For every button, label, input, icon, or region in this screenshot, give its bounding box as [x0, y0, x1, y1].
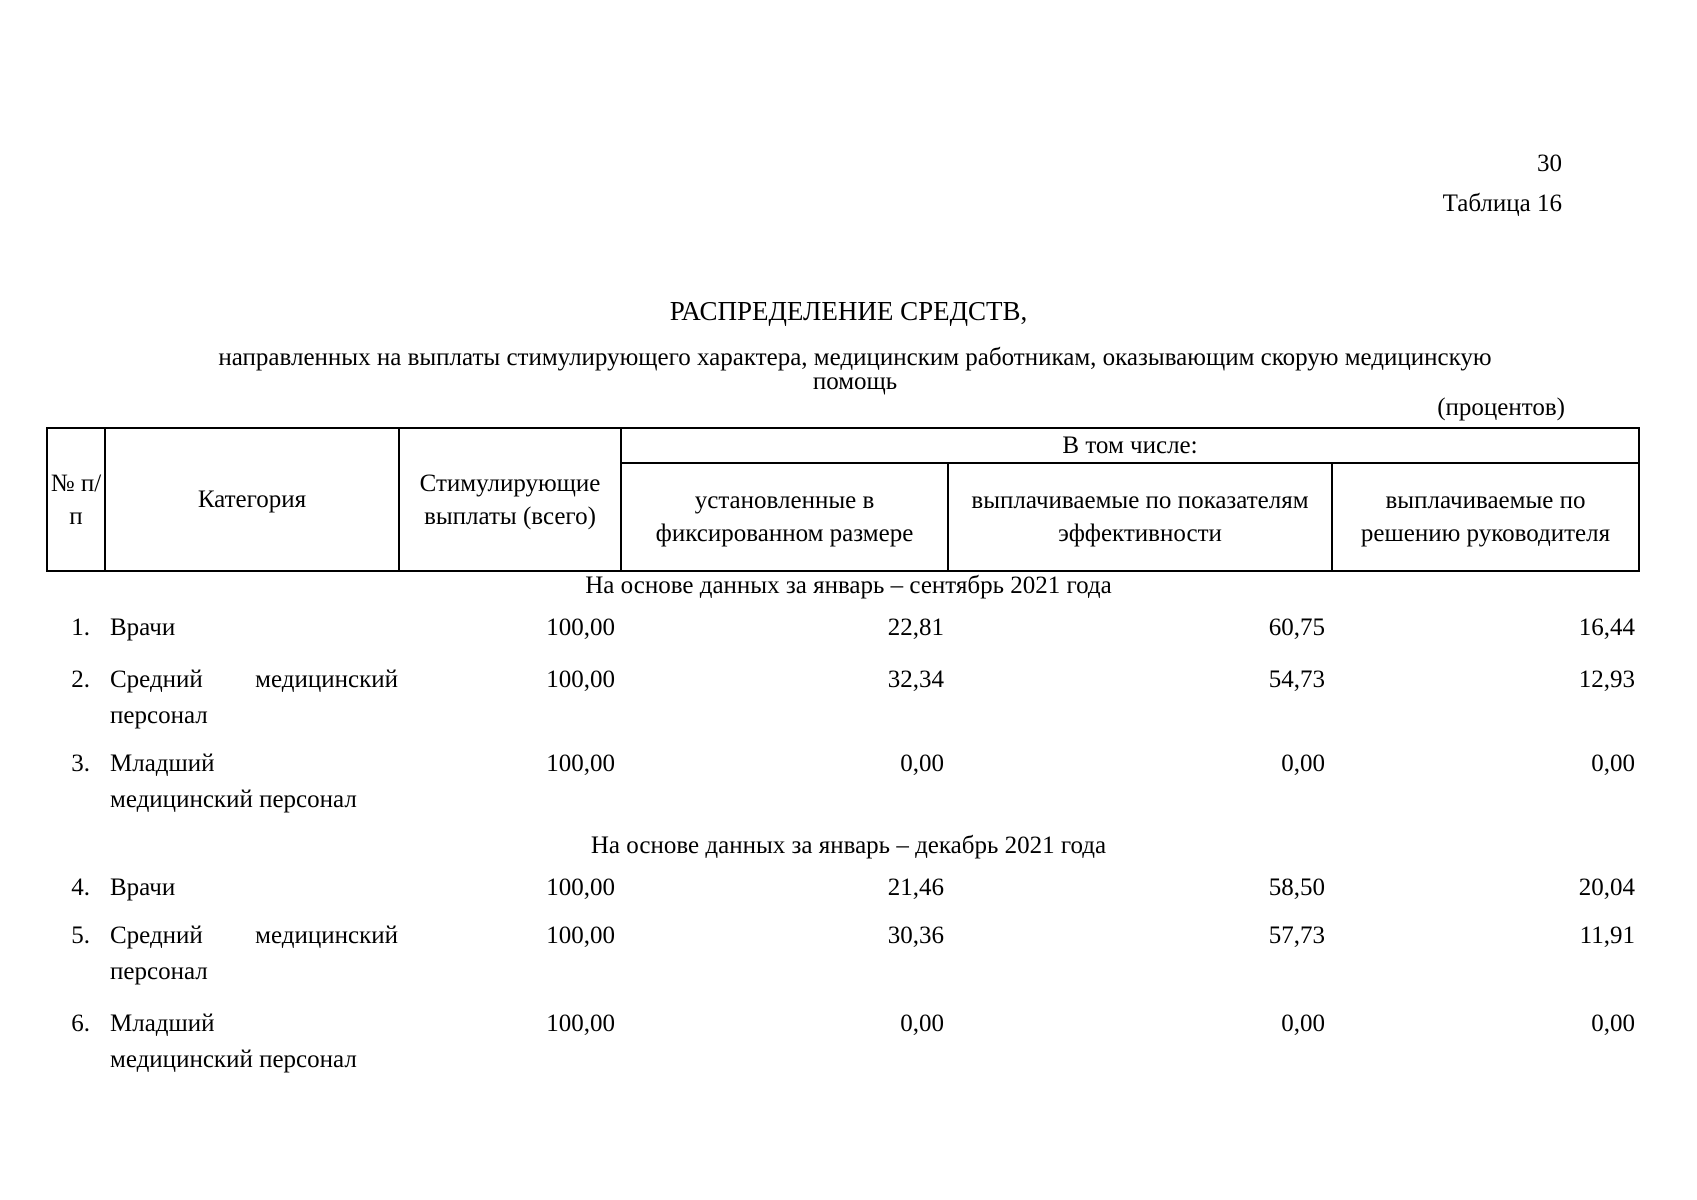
value-total: 100,00	[546, 1010, 615, 1037]
value-fixed: 0,00	[900, 1010, 944, 1037]
document-title: РАСПРЕДЕЛЕНИЕ СРЕДСТВ,	[669, 296, 1028, 326]
category-line: медицинский персонал	[110, 1046, 357, 1073]
category-line: Младший	[110, 750, 215, 777]
row-number: 1.	[71, 614, 90, 641]
document-subtitle: направленных на выплаты стимулирующего характера, медицинским работникам, оказывающим скорую медицинскую помощь	[218, 344, 1492, 395]
value-total: 100,00	[546, 922, 615, 949]
section-caption: На основе данных за январь – сентябрь 2021 года	[585, 572, 1112, 599]
category-line: персонал	[110, 702, 208, 729]
value-fixed: 32,34	[887, 666, 944, 693]
row-category	[110, 662, 398, 734]
value-performance: 0,00	[1281, 750, 1325, 777]
value-performance: 58,50	[1268, 874, 1325, 901]
category-line: Младший	[110, 1010, 215, 1037]
category-line: Врачи	[110, 614, 176, 641]
header-including: В том числе:	[621, 428, 1639, 463]
category-line: персонал	[110, 958, 208, 985]
value-fixed: 22,81	[887, 614, 944, 641]
header-manager: выплачиваемые по решению руководителя	[1332, 463, 1639, 571]
value-performance: 54,73	[1268, 666, 1325, 693]
value-total: 100,00	[546, 750, 615, 777]
row-category	[110, 918, 398, 990]
row-category	[110, 610, 398, 646]
value-fixed: 21,46	[887, 874, 944, 901]
value-performance: 57,73	[1268, 922, 1325, 949]
header-num: № п/п	[47, 428, 105, 571]
row-number: 3.	[71, 750, 90, 777]
header-category: Категория	[105, 428, 399, 571]
section-caption: На основе данных за январь – декабрь 2021 года	[590, 832, 1107, 859]
value-total: 100,00	[546, 614, 615, 641]
value-manager: 16,44	[1578, 614, 1635, 641]
table-label: Таблица 16	[1442, 190, 1562, 217]
category-line: Средний медицинский	[110, 666, 398, 693]
row-number: 5.	[71, 922, 90, 949]
row-category	[110, 746, 398, 818]
value-manager: 0,00	[1591, 750, 1635, 777]
value-manager: 12,93	[1578, 666, 1635, 693]
row-number: 4.	[71, 874, 90, 901]
table-header	[46, 427, 1640, 572]
row-number: 6.	[71, 1010, 90, 1037]
row-category	[110, 870, 398, 906]
value-manager: 20,04	[1578, 874, 1635, 901]
value-manager: 0,00	[1591, 1010, 1635, 1037]
value-performance: 60,75	[1268, 614, 1325, 641]
category-line: Средний медицинский	[110, 922, 398, 949]
value-fixed: 0,00	[900, 750, 944, 777]
value-fixed: 30,36	[887, 922, 944, 949]
value-manager: 11,91	[1579, 922, 1635, 949]
header-performance: выплачиваемые по показателям эффективности	[948, 463, 1332, 571]
row-category	[110, 1006, 398, 1078]
row-number: 2.	[71, 666, 90, 693]
value-performance: 0,00	[1281, 1010, 1325, 1037]
category-line: медицинский персонал	[110, 786, 357, 813]
category-line: Врачи	[110, 874, 176, 901]
value-total: 100,00	[546, 874, 615, 901]
units-label: (процентов)	[1437, 394, 1565, 421]
header-fixed: установленные в фиксированном размере	[621, 463, 948, 571]
header-total: Стимулирующие выплаты (всего)	[399, 428, 621, 571]
page-number: 30	[1537, 150, 1562, 177]
value-total: 100,00	[546, 666, 615, 693]
